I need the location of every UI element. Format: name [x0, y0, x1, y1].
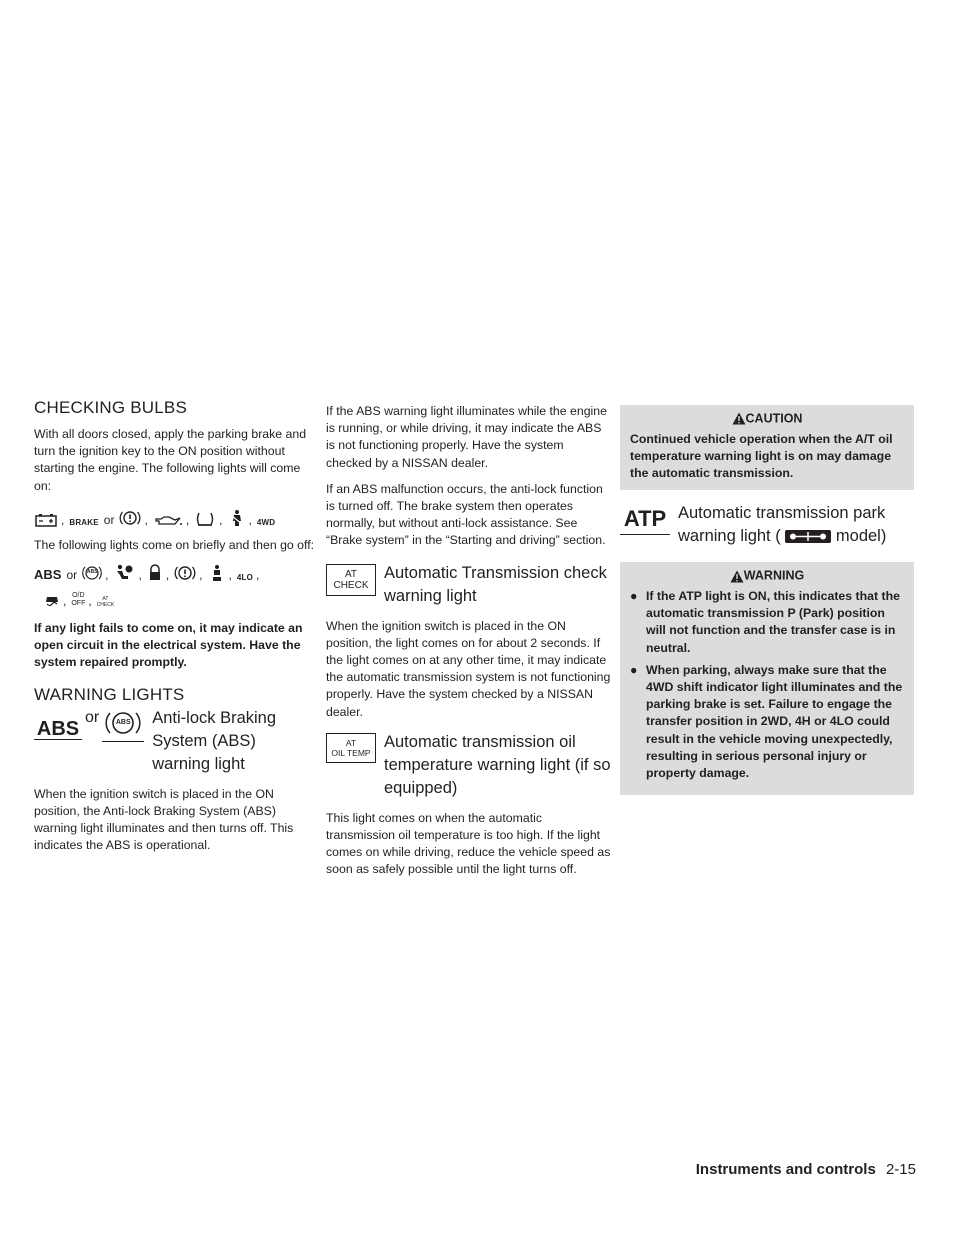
abs-paragraph-3: If an ABS malfunction occurs, the anti-lock function is turned off. The brake system then operates normally, but without anti-lock assistance. See “Brake system” in the “Starting and driving” section.: [326, 481, 606, 548]
oil-pressure-icon: [153, 513, 183, 527]
lights-on-icon-row: , BRAKE or , , , , 4WD: [34, 509, 320, 527]
at-oil-temp-heading-block: [326, 731, 612, 800]
brake-text-icon: BRAKE: [69, 517, 99, 527]
list-item: ● When parking, always make sure that the 4WD shift indicator light illuminates and the parking brake is set. Failure to engage the transfer position in 2WD, 4H or 4LO could result in the vehicle moving unexpectedly, resulting in serious personal injury or property damage.: [630, 662, 903, 781]
abs-circle-icon: ABS: [82, 564, 102, 582]
tire-pressure-icon: [194, 511, 216, 527]
atp-title: Automatic transmission park warning light ( model): [678, 504, 887, 546]
atp-box-icon: ATP: [620, 504, 670, 535]
briefly-text: The following lights come on briefly and then go off:: [34, 537, 315, 552]
slip-indicator-icon: [44, 594, 60, 608]
4wd-text-icon: 4WD: [256, 517, 276, 527]
column-right: [620, 405, 914, 807]
column-left: [34, 398, 320, 863]
list-item: ● If the ATP light is ON, this indicates that the automatic transmission P (Park) position will not function and the transfer case is in neutral.: [630, 589, 900, 655]
lights-briefly-icon-row: ABS or ABS , , , , , 4LO ,: [34, 564, 320, 582]
4lo-text-icon: 4LO: [236, 573, 254, 583]
brake-warning-icon: [174, 564, 196, 582]
warning-box: [620, 562, 914, 795]
abs-paragraph-2: If the ABS warning light illuminates while the engine is running, or while driving, it may indicate the ABS is not functioning properly. Have the system checked by a NISSAN dealer.: [326, 404, 607, 470]
lights-briefly-icon-row-2: , O/D OFF , AT CHECK: [44, 592, 320, 608]
4x4-icon: [785, 530, 831, 543]
abs-paragraph-1: When the ignition switch is placed in the ON position, the Anti-lock Braking System (ABS) warning light illuminates and then turns off. This indicates the ABS is operational.: [34, 786, 294, 853]
seat-belt-icon: [228, 509, 246, 527]
abs-text-icon: ABS: [34, 567, 62, 583]
at-check-title: Automatic Transmission check warning light: [384, 563, 607, 605]
at-check-box-icon: AT CHECK: [326, 564, 376, 596]
footer-section-title: Instruments and controls: [695, 1161, 876, 1178]
checking-bulbs-intro: With all doors closed, apply the parking brake and turn the ignition key to the ON position without starting the engine. The following lights will come on:: [34, 427, 307, 493]
security-lock-icon: [147, 564, 163, 582]
at-oil-temp-body: This light comes on when the automatic transmission oil temperature is too high. If the light comes on while driving, reduce the vehicle speed as soon as safely possible until the light turns off.: [326, 810, 611, 877]
abs-circle-box-icon: ABS: [102, 707, 144, 742]
caution-header: CAUTION: [630, 411, 904, 426]
warning-header: WARNING: [630, 568, 904, 583]
abs-box-icon: ABS: [34, 711, 82, 740]
airbag-icon: [113, 564, 135, 582]
passenger-airbag-off-icon: [208, 564, 226, 582]
brake-warning-icon: [119, 509, 141, 527]
at-oil-temp-box-icon: AT OIL TEMP: [326, 733, 376, 763]
battery-charge-icon: [34, 513, 58, 527]
at-check-text-icon: AT CHECK: [96, 596, 115, 609]
caution-text: Continued vehicle operation when the A/T oil temperature warning light is on may damage the automatic transmission.: [630, 431, 893, 481]
fail-note: If any light fails to come on, it may indicate an open circuit in the electrical system. Have the system repaired promptly.: [34, 621, 303, 670]
warning-triangle-icon: [730, 570, 744, 583]
atp-heading-block: [620, 502, 914, 548]
caution-box: [620, 405, 914, 490]
checking-bulbs-heading: CHECKING BULBS: [34, 398, 188, 417]
od-off-text-icon: O/D OFF: [71, 592, 86, 608]
column-middle: [326, 403, 612, 888]
page-number: 2-15: [885, 1161, 916, 1178]
abs-warning-title: Anti-lock Braking System (ABS) warning light: [152, 708, 277, 773]
at-check-body: When the ignition switch is placed in the ON position, the light comes on for about 2 seconds. If the light comes on at any other time, it may indicate the automatic transmission system is not functioning properly. Have the system checked by a NISSAN dealer.: [326, 618, 611, 719]
warning-lights-heading: WARNING LIGHTS: [34, 684, 185, 704]
warning-list: [630, 588, 904, 782]
page-footer: [696, 1161, 916, 1178]
abs-heading-block: ABS or ABS Anti-lock Braking System (ABS) warning light: [34, 707, 320, 776]
at-oil-temp-title: Automatic transmission oil temperature warning light (if so equipped): [384, 732, 611, 797]
at-check-heading-block: [326, 562, 612, 608]
caution-triangle-icon: [732, 412, 746, 425]
